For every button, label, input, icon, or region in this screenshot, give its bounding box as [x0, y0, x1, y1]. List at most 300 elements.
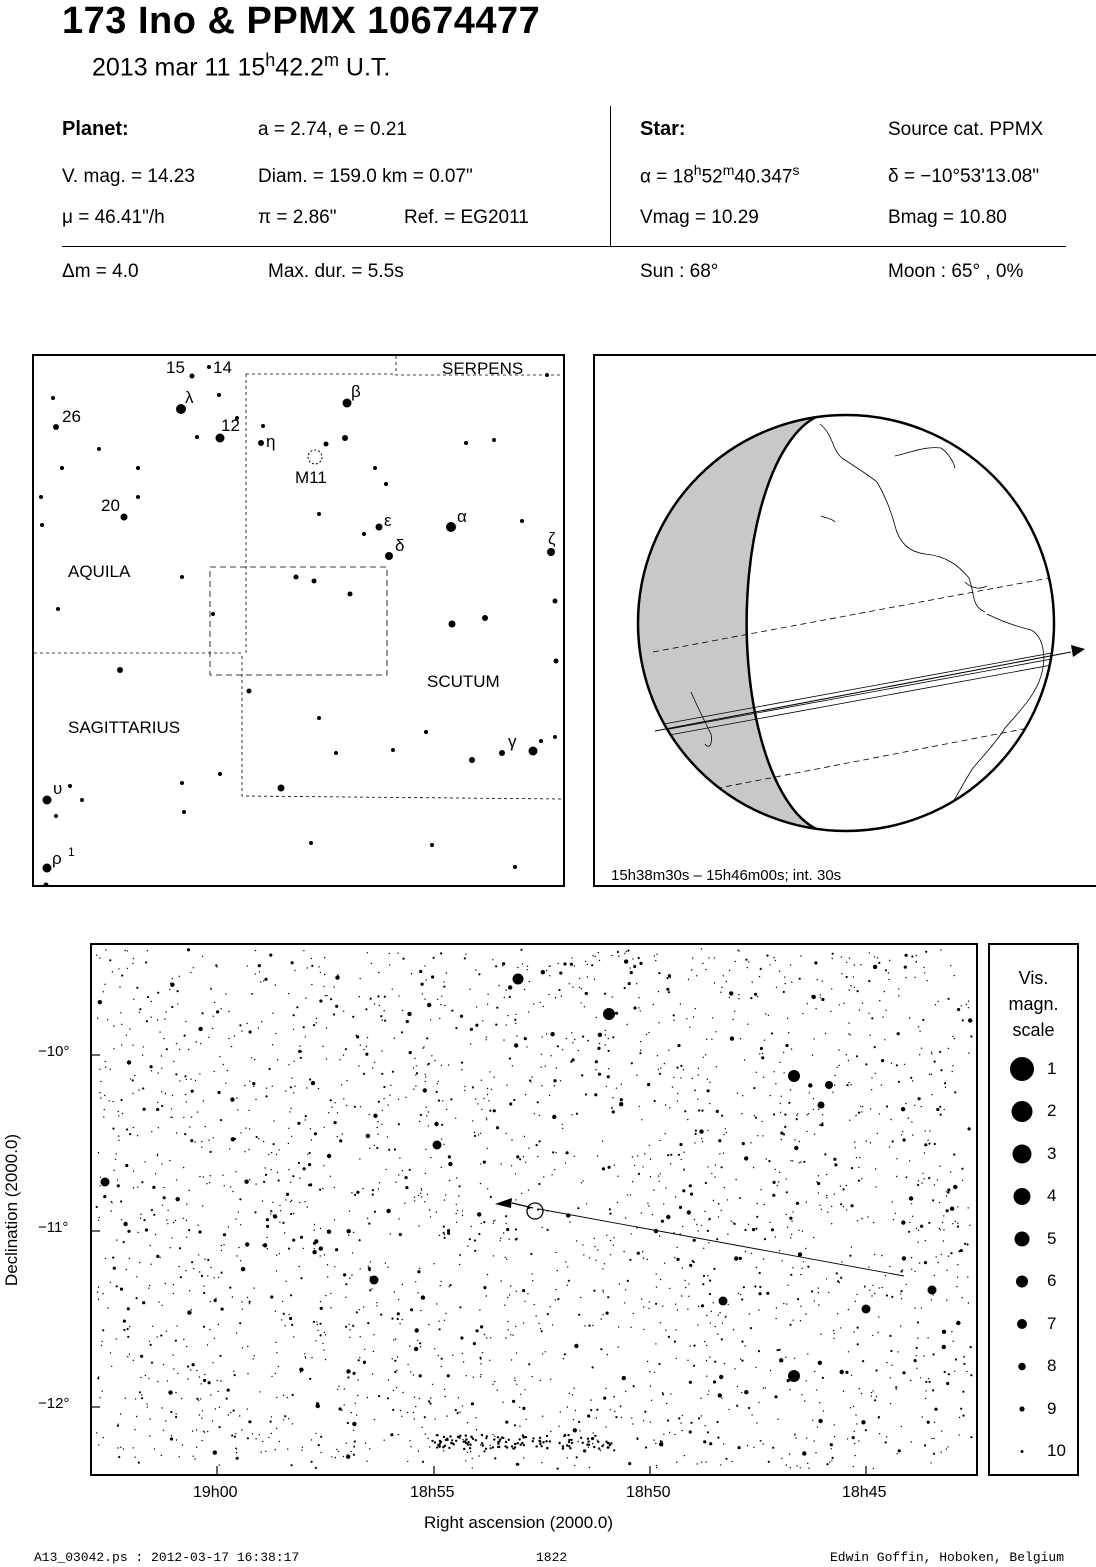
field-star: [137, 1135, 138, 1136]
field-star: [405, 1097, 406, 1098]
field-star: [723, 1134, 724, 1135]
field-star: [970, 1436, 972, 1438]
field-star: [176, 1197, 180, 1201]
field-star: [687, 1360, 688, 1361]
field-star: [240, 1132, 241, 1133]
field-star: [515, 1326, 516, 1327]
field-star: [841, 973, 842, 974]
field-star: [425, 1081, 426, 1082]
field-star: [879, 1287, 880, 1288]
field-star: [151, 1001, 152, 1002]
field-star: [236, 1457, 239, 1460]
field-star: [442, 1100, 443, 1101]
field-star: [760, 968, 762, 970]
field-star: [104, 1109, 105, 1110]
sun-elongation: Sun : 68°: [640, 261, 719, 282]
field-star: [832, 1457, 834, 1459]
field-star: [879, 1113, 880, 1114]
field-star: [738, 1446, 741, 1449]
field-star: [109, 1100, 110, 1101]
field-star: [655, 1443, 656, 1444]
cluster-star: [571, 1442, 573, 1444]
field-star: [221, 1308, 224, 1311]
field-star: [585, 992, 588, 995]
finder-chart-canvas: [34, 356, 563, 885]
field-star: [759, 1053, 760, 1054]
field-star: [704, 1425, 705, 1426]
field-star: [228, 1226, 229, 1227]
cluster-star: [586, 1444, 588, 1446]
field-star: [890, 1377, 891, 1378]
field-star: [341, 1084, 342, 1085]
field-star: [105, 1066, 106, 1067]
field-star: [305, 1119, 306, 1120]
field-star: [817, 1182, 820, 1185]
field-star: [518, 1464, 519, 1465]
moon-elongation: Moon : 65° , 0%: [888, 261, 1024, 282]
field-star: [869, 1290, 870, 1291]
field-star: [317, 1330, 318, 1331]
field-star: [466, 1375, 467, 1376]
field-star: [862, 1002, 863, 1003]
field-star: [462, 1405, 463, 1406]
field-star: [742, 1095, 743, 1096]
field-star: [558, 989, 560, 991]
field-star: [116, 1239, 117, 1240]
field-star: [285, 1090, 286, 1091]
field-star: [704, 1211, 705, 1212]
field-star: [670, 1163, 671, 1164]
field-star: [735, 961, 736, 962]
cluster-star: [505, 1441, 507, 1443]
cluster-star: [470, 1436, 472, 1438]
field-star: [698, 1306, 699, 1307]
field-star: [427, 1003, 431, 1007]
field-star: [184, 1035, 186, 1037]
finder-star: [121, 514, 128, 521]
finder-star: [258, 440, 264, 446]
field-star: [390, 1433, 393, 1436]
field-star: [543, 1006, 544, 1007]
field-star: [132, 1045, 133, 1046]
field-star: [733, 1222, 734, 1223]
field-star: [346, 1369, 350, 1373]
field-star: [393, 1339, 394, 1340]
field-star: [914, 1271, 915, 1272]
field-star: [133, 1447, 134, 1448]
field-star: [430, 1397, 431, 1398]
field-star: [413, 1374, 414, 1375]
field-star: [215, 964, 217, 966]
field-star: [898, 1351, 899, 1352]
field-star: [121, 974, 123, 976]
field-star: [588, 1325, 590, 1327]
field-star: [270, 1210, 272, 1212]
field-star: [254, 1059, 255, 1060]
field-star: [171, 1435, 172, 1436]
field-star: [817, 979, 818, 980]
field-star: [290, 1294, 292, 1296]
page-title: 173 Ino & PPMX 10674477: [62, 0, 541, 42]
field-star: [422, 1047, 423, 1048]
field-star: [854, 987, 855, 988]
field-star: [402, 1392, 403, 1393]
finder-star: [312, 579, 317, 584]
field-star: [622, 1376, 626, 1380]
field-star: [213, 1016, 214, 1017]
finder-star: [446, 522, 456, 532]
field-star: [794, 1139, 795, 1140]
field-star: [695, 1133, 697, 1135]
field-star: [159, 1031, 160, 1032]
field-star: [954, 1091, 956, 1093]
field-star: [819, 1402, 820, 1403]
field-star: [207, 1431, 208, 1432]
field-star: [884, 991, 885, 992]
field-star: [879, 1000, 880, 1001]
field-star: [367, 1218, 368, 1219]
field-star: [801, 1394, 802, 1395]
field-star: [875, 1186, 876, 1187]
field-star: [818, 1192, 819, 1193]
field-star: [799, 1141, 800, 1142]
finder-stars: [39, 365, 559, 885]
field-star: [668, 988, 669, 989]
label-lambda: λ: [185, 388, 194, 407]
field-star: [383, 1086, 385, 1088]
field-star: [802, 1268, 803, 1269]
field-star: [792, 1160, 793, 1161]
field-star: [172, 978, 173, 979]
field-star: [465, 1460, 466, 1461]
field-star: [641, 1212, 642, 1213]
field-star: [241, 1030, 242, 1031]
field-star: [187, 948, 190, 951]
field-star: [318, 966, 319, 967]
field-star: [952, 1065, 953, 1066]
field-star: [763, 1388, 764, 1389]
field-star: [187, 1378, 188, 1379]
field-star: [587, 964, 588, 965]
label-epsilon: ε: [384, 511, 392, 530]
field-star: [334, 1187, 335, 1188]
cluster-star: [481, 1442, 483, 1444]
field-star: [173, 1061, 174, 1062]
field-star: [628, 1462, 631, 1465]
field-star: [464, 1090, 465, 1091]
field-star: [150, 1245, 151, 1246]
field-star: [315, 1467, 317, 1469]
field-star: [933, 1438, 934, 1439]
field-star: [353, 1232, 354, 1233]
field-star: [103, 991, 104, 992]
field-star: [766, 1158, 767, 1159]
field-star: [283, 1313, 285, 1315]
field-star: [464, 1086, 465, 1087]
field-star: [455, 1118, 456, 1119]
finder-star: [376, 524, 383, 531]
field-star: [231, 1434, 233, 1436]
field-star: [440, 1281, 441, 1282]
field-star: [402, 1170, 403, 1171]
field-star: [490, 1337, 491, 1338]
field-star: [247, 1408, 248, 1409]
field-star: [834, 1424, 835, 1425]
field-star: [562, 1128, 563, 1129]
field-star: [806, 1437, 807, 1438]
field-star: [950, 965, 951, 966]
finder-star: [545, 373, 549, 377]
field-star: [753, 1447, 754, 1448]
field-star: [376, 1302, 377, 1303]
field-star: [171, 1006, 173, 1008]
field-star: [424, 965, 425, 966]
field-star: [829, 1461, 830, 1462]
field-star: [275, 984, 276, 985]
field-star: [503, 1232, 504, 1233]
field-star: [347, 1422, 349, 1424]
field-star: [105, 1258, 106, 1259]
field-star: [963, 1363, 965, 1365]
field-star: [970, 1035, 972, 1037]
cluster-star: [522, 1436, 524, 1438]
field-star: [822, 1377, 824, 1379]
field-star: [273, 1120, 274, 1121]
field-star: [148, 1288, 149, 1289]
field-star: [450, 1098, 452, 1100]
finder-star: [182, 810, 186, 814]
field-star: [878, 1417, 879, 1418]
field-star: [492, 1434, 493, 1435]
field-star: [682, 1226, 683, 1227]
field-star: [950, 1171, 951, 1172]
field-star: [939, 1106, 941, 1108]
field-star: [490, 1445, 491, 1446]
field-star: [272, 1086, 273, 1087]
field-star: [313, 1084, 314, 1085]
cluster-star: [608, 1442, 610, 1444]
field-star: [525, 1162, 526, 1163]
field-star: [874, 1293, 875, 1294]
cluster-star: [443, 1436, 445, 1438]
field-star: [569, 983, 570, 984]
field-star: [427, 1194, 428, 1195]
field-star: [142, 1087, 144, 1089]
field-star: [668, 1336, 670, 1338]
field-star: [631, 1233, 632, 1234]
field-star: [199, 1271, 200, 1272]
field-star: [266, 1225, 269, 1228]
field-star: [187, 1365, 189, 1367]
field-star: [694, 1142, 695, 1143]
field-star: [489, 1110, 491, 1112]
field-star: [202, 1012, 204, 1014]
field-star: [382, 1019, 383, 1020]
field-star: [481, 1223, 482, 1224]
field-star: [183, 1117, 184, 1118]
field-star: [377, 1121, 378, 1122]
field-star: [510, 1285, 511, 1286]
field-star: [703, 1275, 705, 1277]
field-star: [202, 1410, 203, 1411]
field-star: [203, 1285, 204, 1286]
field-star: [397, 1312, 400, 1315]
field-star: [459, 1185, 461, 1187]
field-star: [667, 1419, 669, 1421]
field-star: [749, 1313, 750, 1314]
field-star: [701, 1461, 702, 1462]
field-star: [924, 972, 925, 973]
field-star: [262, 1441, 263, 1442]
field-star: [355, 1403, 356, 1404]
field-star: [299, 1178, 300, 1179]
field-star: [309, 1078, 311, 1080]
field-star: [660, 1173, 661, 1174]
field-star: [372, 1189, 374, 1191]
field-star: [255, 1183, 256, 1184]
field-star: [807, 1463, 808, 1464]
field-star: [685, 1287, 686, 1288]
field-star: [462, 1353, 463, 1354]
field-star: [562, 1124, 563, 1125]
field-star: [587, 1040, 588, 1041]
field-star: [674, 1341, 676, 1343]
field-star: [407, 1012, 411, 1016]
field-star: [740, 1294, 741, 1295]
field-star: [285, 1281, 286, 1282]
field-star: [509, 996, 511, 998]
field-star: [436, 1212, 437, 1213]
field-star: [856, 1423, 857, 1424]
field-star: [343, 1011, 344, 1012]
field-star: [325, 1334, 326, 1335]
field-star: [914, 977, 915, 978]
field-star: [605, 1426, 606, 1427]
field-star: [670, 1393, 671, 1394]
field-star: [968, 1007, 969, 1008]
field-star: [387, 1397, 389, 1399]
field-star: [576, 1113, 578, 1115]
dec-tick-label-11: −11°: [38, 1219, 69, 1236]
field-star: [278, 1366, 279, 1367]
field-star: [170, 983, 174, 987]
field-star: [171, 1108, 172, 1109]
field-star: [320, 1255, 321, 1256]
field-star: [524, 1136, 525, 1137]
background-stars: [96, 948, 973, 1474]
field-star: [886, 1105, 888, 1107]
field-star: [244, 1151, 245, 1152]
bright-star: [433, 1141, 442, 1150]
field-star: [299, 1368, 303, 1372]
field-star: [946, 1382, 949, 1385]
field-star: [968, 1302, 969, 1303]
field-star: [901, 1290, 903, 1292]
field-star: [495, 965, 497, 967]
field-star: [446, 972, 447, 973]
field-star: [471, 1402, 474, 1405]
field-star: [814, 1371, 815, 1372]
field-star: [548, 994, 549, 995]
field-star: [754, 993, 757, 996]
field-star: [486, 1117, 487, 1118]
field-star: [356, 1191, 359, 1194]
field-star: [221, 1245, 222, 1246]
field-star: [952, 1071, 953, 1072]
field-star: [432, 1384, 433, 1385]
field-star: [566, 1038, 567, 1039]
field-star: [207, 1259, 209, 1261]
field-star: [228, 1011, 229, 1012]
field-star: [727, 1199, 728, 1200]
field-star: [707, 1079, 708, 1080]
field-star: [413, 1067, 414, 1068]
field-star: [287, 1448, 288, 1449]
field-star: [512, 1400, 515, 1403]
field-star: [118, 1456, 120, 1458]
field-star: [818, 1304, 819, 1305]
field-star: [527, 966, 528, 967]
field-star: [936, 1256, 937, 1257]
field-star: [689, 1184, 692, 1187]
field-star: [857, 1220, 858, 1221]
field-star: [701, 1110, 703, 1112]
field-star: [910, 1077, 912, 1079]
field-star: [582, 1036, 584, 1038]
field-star: [192, 1430, 193, 1431]
field-star: [464, 957, 466, 959]
field-star: [652, 1214, 653, 1215]
field-star: [525, 1094, 526, 1095]
field-star: [592, 955, 593, 956]
field-star: [474, 1135, 476, 1137]
field-star: [261, 1021, 262, 1022]
field-star: [232, 1191, 233, 1192]
field-star: [908, 1231, 910, 1233]
field-star: [276, 1270, 277, 1271]
field-star: [324, 1254, 325, 1255]
finder-star: [384, 482, 388, 486]
field-star: [161, 1105, 163, 1107]
planet-parallax: π = 2.86": [258, 207, 337, 228]
field-star: [530, 1253, 532, 1255]
field-star: [435, 1418, 436, 1419]
field-star: [798, 1230, 799, 1231]
field-star: [135, 1398, 136, 1399]
field-star: [120, 1288, 123, 1291]
field-star: [165, 1283, 166, 1284]
legend-label-6: 6: [1047, 1271, 1057, 1290]
field-star: [911, 1269, 912, 1270]
field-star: [236, 1332, 237, 1333]
field-star: [624, 987, 626, 989]
finder-chart: [32, 354, 565, 887]
field-star: [480, 1163, 481, 1164]
field-star: [439, 1018, 440, 1019]
field-star: [572, 1058, 575, 1061]
field-star: [144, 1161, 145, 1162]
label-26: 26: [62, 407, 81, 426]
field-star: [708, 1242, 709, 1243]
field-star: [330, 998, 332, 1000]
label-rho: ρ: [52, 849, 62, 868]
field-star: [385, 1262, 386, 1263]
field-star: [725, 1458, 727, 1460]
field-star: [190, 1079, 191, 1080]
field-star: [754, 1285, 756, 1287]
field-star: [918, 1230, 919, 1231]
field-star: [897, 1032, 900, 1035]
